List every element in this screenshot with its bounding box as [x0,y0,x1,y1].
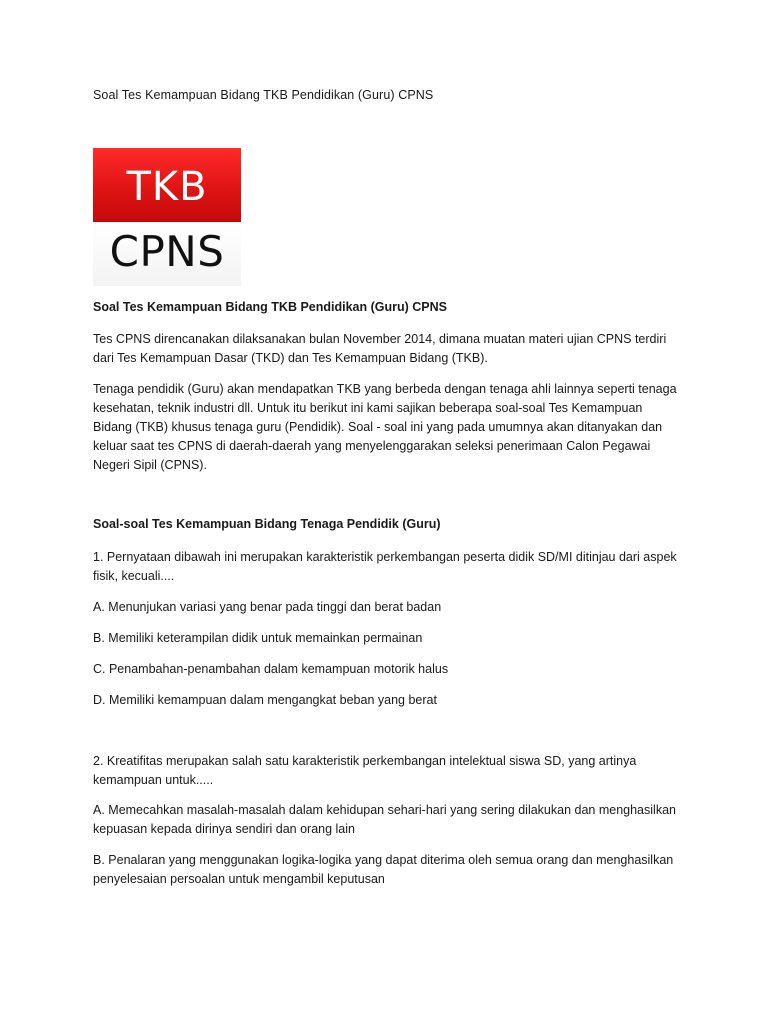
logo-white-band [93,222,241,286]
question-1-option-b: B. Memiliki keterampilan didik untuk memainkan permainan [93,631,423,645]
question-1-option-c: C. Penambahan-penambahan dalam kemampuan motorik halus [93,662,449,676]
document-title: Soal Tes Kemampuan Bidang TKB Pendidikan (Guru) CPNS [93,88,434,102]
question-1: 1. Pernyataan dibawah ini merupakan karakteristik perkembangan peserta didik SD/MI ditinjau dari aspek fisik, kecuali.... [93,550,677,583]
article-heading: Soal Tes Kemampuan Bidang TKB Pendidikan (Guru) CPNS [93,300,447,314]
question-1-option-a: A. Menunjukan variasi yang benar pada tinggi dan berat badan [93,600,442,614]
question-2-option-a: A. Memecahkan masalah-masalah dalam kehidupan sehari-hari yang sering dilakukan dan menghasilkan kepuasan kepada dirinya sendiri dan orang lain [93,803,676,836]
logo-red-band [93,148,241,222]
tkb-cpns-logo [93,148,241,286]
question-2: 2. Kreatifitas merupakan salah satu karakteristik perkembangan intelektual siswa SD, yang artinya kemampuan untuk..... [93,754,637,787]
intro-paragraph: Tes CPNS direncanakan dilaksanakan bulan November 2014, dimana muatan materi ujian CPNS terdiri dari Tes Kemampuan Dasar (TKD) dan Tes Kemampuan Bidang (TKB). [93,332,667,365]
question-1-option-d: D. Memiliki kemampuan dalam mengangkat beban yang berat [93,693,437,707]
logo-text-cpns: CPNS [109,227,225,276]
logo-text-tkb: TKB [126,164,208,210]
body-paragraph: Tenaga pendidik (Guru) akan mendapatkan TKB yang berbeda dengan tenaga ahli lainnya seperti tenaga kesehatan, teknik industri dll. Untuk itu berikut ini kami sajikan beberapa soal-soal Tes Kemampuan Bidang (TKB) khusus tenaga guru (Pendidik). Soal - soal ini yang pada umumnya akan ditanyakan dan keluar saat tes CPNS di daerah-daerah yang menyelenggarakan seleksi penerimaan Calon Pegawai Negeri Sipil (CPNS). [93,382,677,472]
section-heading: Soal-soal Tes Kemampuan Bidang Tenaga Pendidik (Guru) [93,517,441,531]
question-2-option-b: B. Penalaran yang menggunakan logika-logika yang dapat diterima oleh semua orang dan menghasilkan penyelesaian persoalan untuk mengambil keputusan [93,853,674,886]
